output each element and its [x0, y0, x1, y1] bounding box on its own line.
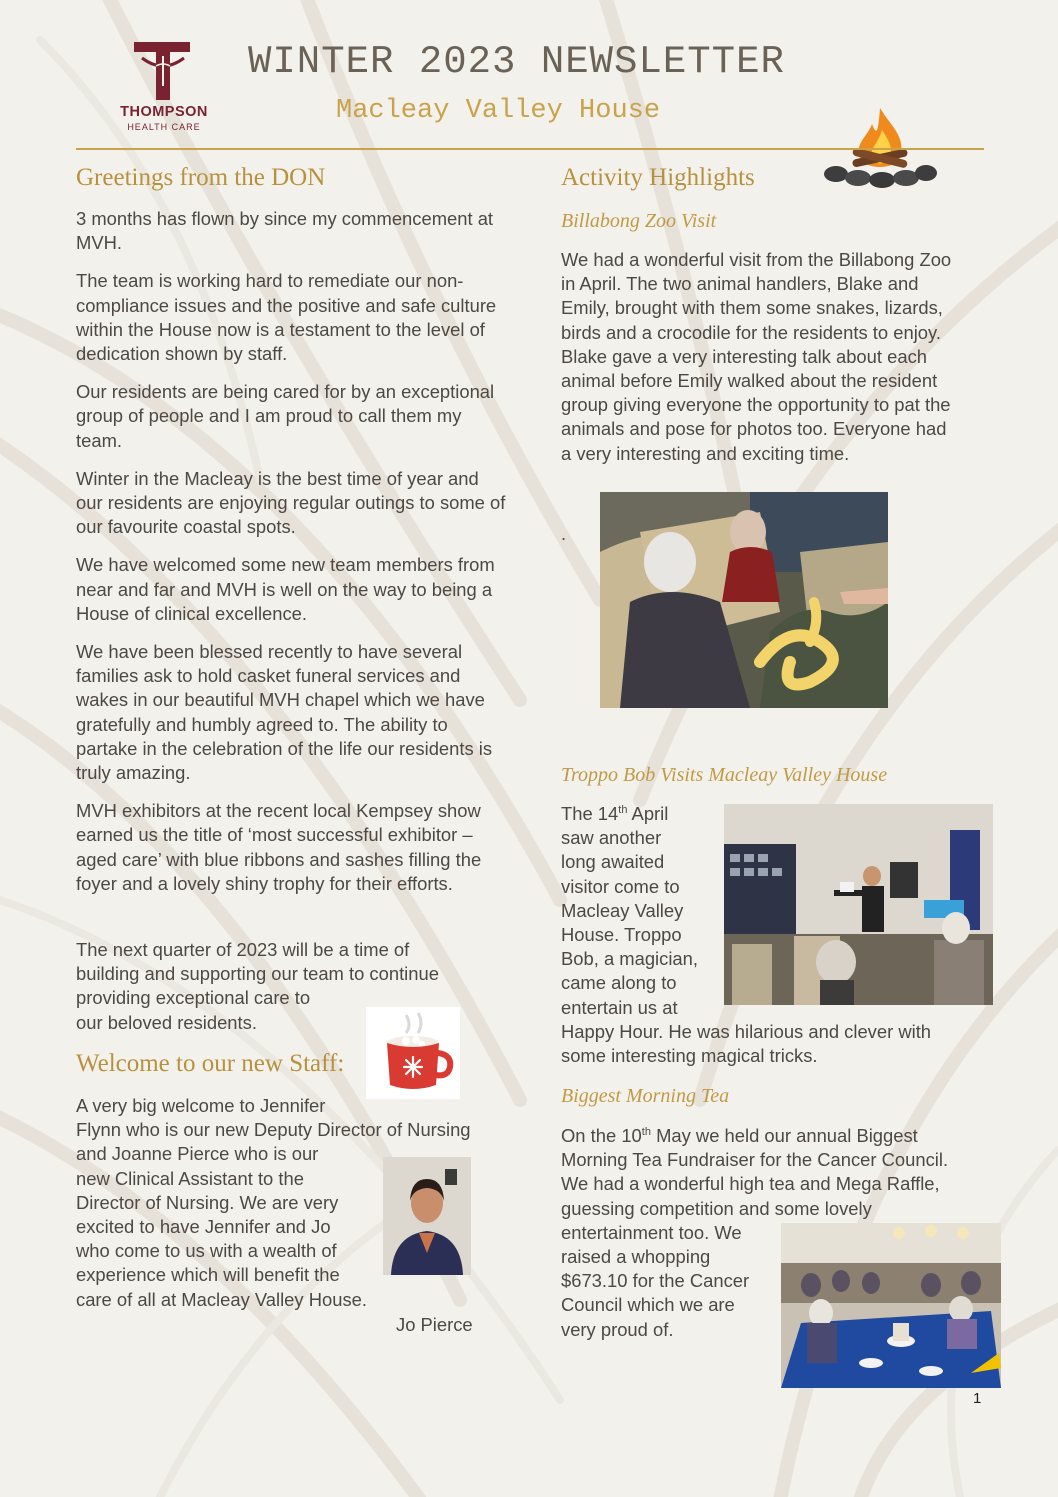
troppo-bob-photo [724, 804, 993, 1005]
don-section [76, 207, 506, 910]
ordinal-suffix: th [641, 1125, 651, 1138]
tea-heading: Biggest Morning Tea [561, 1085, 730, 1107]
zoo-line: Emily, brought with them some snakes, lizards, [561, 297, 943, 319]
hot-chocolate-image [366, 1007, 460, 1099]
stray-dot: . [561, 523, 567, 544]
staff-line: experience which will benefit the [76, 1264, 340, 1286]
jo-pierce-photo [383, 1157, 471, 1275]
troppo-line: saw another [561, 827, 662, 849]
don-paragraph: We have been blessed recently to have several families ask to hold casket funeral services and wakes in our beautiful MVH chapel which we have gratefully and humbly agreed to. The ability to partake in the celebration of the life our residents is truly amazing. [76, 641, 493, 784]
don-closing-line: building and supporting our team to continue [76, 963, 439, 985]
tea-line: guessing competition and some lovely [561, 1197, 872, 1219]
logo-subtitle: HEALTH CARE [127, 122, 201, 132]
ordinal-suffix: th [618, 803, 628, 816]
zoo-line: a very interesting and exciting time. [561, 442, 850, 464]
staff-heading: Welcome to our new Staff: [76, 1050, 345, 1077]
troppo-line: House. Troppo [561, 924, 682, 946]
logo-t-icon [112, 40, 214, 104]
zoo-line: in April. The two animal handlers, Blake and [561, 273, 919, 295]
troppo-heading: Troppo Bob Visits Macleay Valley House [561, 764, 888, 786]
zoo-line: animals and pose for photos too. Everyone had [561, 418, 947, 440]
page-number: 1 [973, 1390, 982, 1407]
zoo-line: Blake gave a very interesting talk about each [561, 345, 927, 367]
header-divider [76, 148, 984, 150]
tea-line: entertainment too. We [561, 1221, 742, 1243]
logo-name: THOMPSON [120, 104, 208, 120]
snake-photo-icon [600, 492, 888, 708]
tea-line: Council which we are [561, 1294, 735, 1316]
don-heading: Greetings from the DON [76, 164, 326, 191]
zoo-heading: Billabong Zoo Visit [561, 210, 717, 232]
staff-line: excited to have Jennifer and Jo [76, 1216, 331, 1238]
troppo-line: Bob, a magician, [561, 948, 698, 970]
zoo-line: birds and a crocodile for the residents to enjoy. [561, 321, 941, 343]
tea-line: Morning Tea Fundraiser for the Cancer Council. [561, 1149, 949, 1171]
tea-line: very proud of. [561, 1318, 674, 1340]
person-portrait-icon [383, 1157, 471, 1275]
don-paragraph: Our residents are being cared for by an exceptional group of people and I am proud to call them my team. [76, 381, 495, 451]
tea-line: raised a whopping [561, 1246, 711, 1268]
staff-line: who come to us with a wealth of [76, 1240, 337, 1262]
zoo-line: animal before Emily walked about the resident [561, 370, 938, 392]
tea-line-text: May we held our annual Biggest [650, 1125, 918, 1146]
tea-line: We had a wonderful high tea and Mega Raffle, [561, 1173, 940, 1195]
don-paragraph: Winter in the Macleay is the best time of year and our residents are enjoying regular outings to some of our favourite coastal spots. [76, 467, 506, 538]
photo-caption: Jo Pierce [396, 1314, 473, 1335]
troppo-line: some interesting magical tricks. [561, 1045, 818, 1067]
tea-line-text: On the 10 [561, 1125, 642, 1146]
troppo-line-text: The 14 [561, 803, 619, 824]
mug-icon [366, 1007, 460, 1099]
zoo-section [561, 248, 991, 466]
troppo-line: long awaited [561, 851, 665, 873]
newsletter-subtitle: Macleay Valley House [336, 96, 661, 126]
staff-line: and Joanne Pierce who is our [76, 1143, 319, 1165]
newsletter-title: WINTER 2023 NEWSLETTER [248, 40, 785, 84]
troppo-line: visitor come to [561, 875, 680, 897]
staff-line: Flynn who is our new Deputy Director of Nursing [76, 1119, 471, 1141]
activity-heading: Activity Highlights [561, 164, 755, 191]
troppo-line: entertain us at [561, 996, 678, 1018]
staff-line: Director of Nursing. We are very [76, 1191, 339, 1213]
don-paragraph: 3 months has flown by since my commencement at MVH. [76, 208, 494, 254]
don-closing-line: providing exceptional care to [76, 987, 311, 1009]
campfire-icon [822, 100, 938, 190]
troppo-line-text: April [627, 803, 669, 824]
staff-line: new Clinical Assistant to the [76, 1167, 304, 1189]
troppo-line: came along to [561, 972, 677, 994]
staff-line: A very big welcome to Jennifer [76, 1095, 326, 1116]
zoo-line: group giving everyone the opportunity to pat the [561, 394, 951, 416]
thompson-logo [112, 40, 214, 134]
tea-line [561, 1124, 948, 1148]
don-paragraph: The team is working hard to remediate our non-compliance issues and the positive and safe culture within the House now is a testament to the level of dedication shown by staff. [76, 270, 497, 365]
high-tea-photo-icon [781, 1223, 1001, 1388]
magician-photo-icon [724, 804, 993, 1005]
don-closing-line: our beloved residents. [76, 1011, 257, 1033]
zoo-line: We had a wonderful visit from the Billabong Zoo [561, 249, 952, 270]
don-paragraph: We have welcomed some new team members from near and far and MVH is well on the way to being a House of clinical excellence. [76, 554, 495, 624]
staff-line: care of all at Macleay Valley House. [76, 1288, 367, 1310]
don-closing-line: The next quarter of 2023 will be a time of [76, 939, 410, 960]
don-paragraph: MVH exhibitors at the recent local Kempsey show earned us the title of ‘most successful exhibitor – aged care’ with blue ribbons and sashes filling the foyer and a lovely shiny trophy for their efforts. [76, 800, 482, 894]
troppo-line: Macleay Valley [561, 899, 684, 921]
morning-tea-photo [781, 1223, 1001, 1388]
zoo-visit-photo [600, 492, 888, 708]
tea-line: $673.10 for the Cancer [561, 1270, 750, 1292]
troppo-line: Happy Hour. He was hilarious and clever with [561, 1020, 932, 1042]
